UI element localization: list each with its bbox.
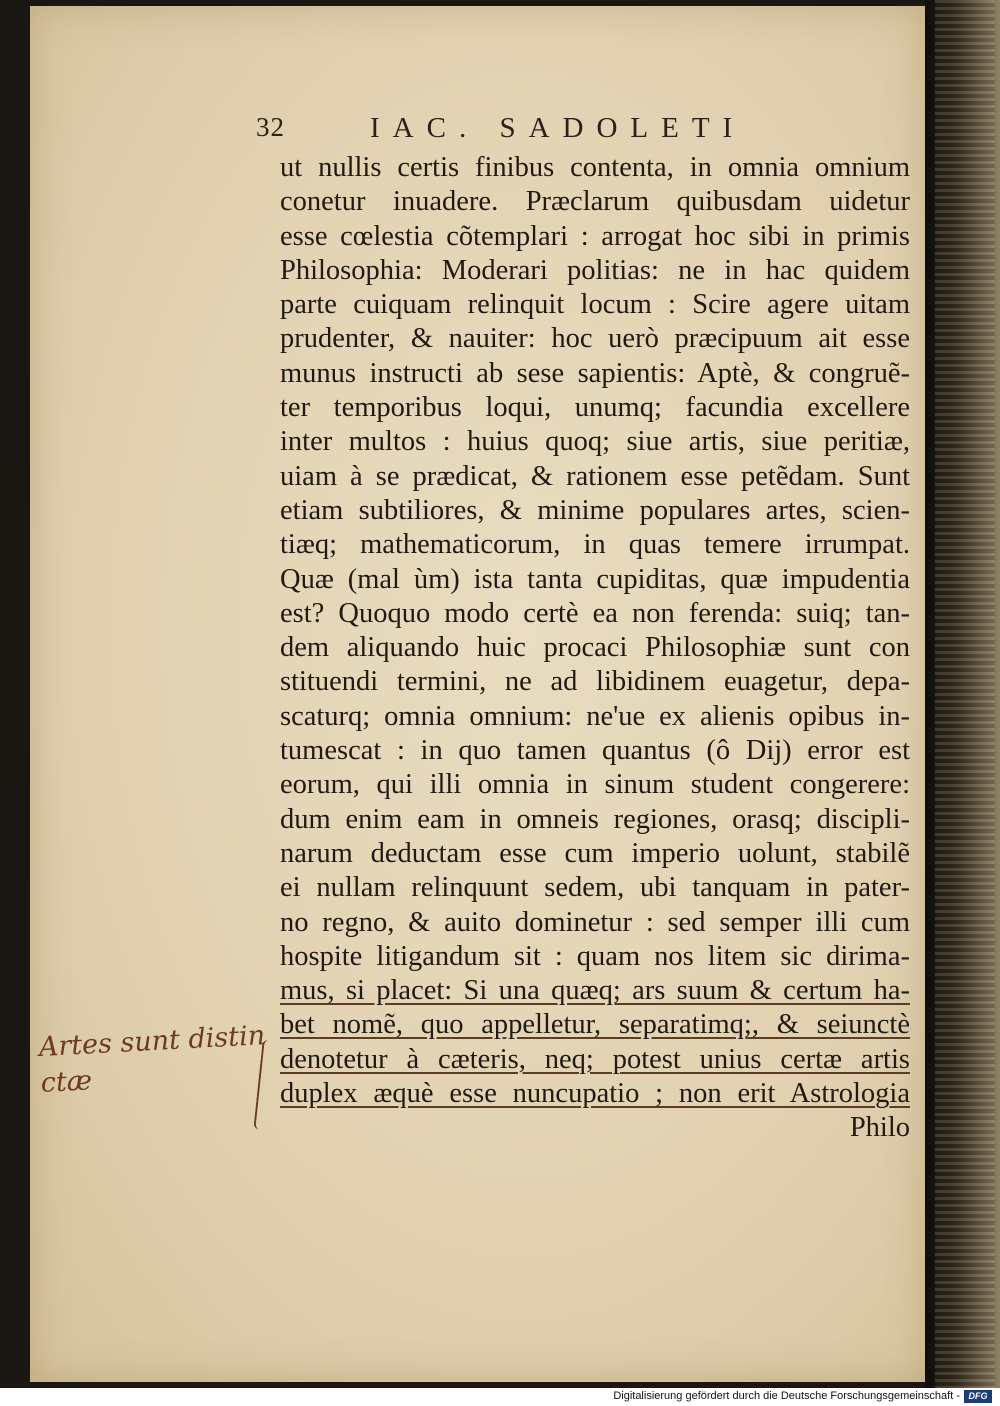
text-line: stituendi termini, ne ad libidinem euagetur, depa-	[280, 666, 910, 698]
marginal-annotation	[38, 1018, 276, 1102]
text-line: prudenter, & nauiter: hoc uerò præcipuum ait esse	[280, 323, 910, 355]
text-line: esse cœlestia cõtemplari : arrogat hoc sibi in primis	[280, 220, 910, 252]
text-line: conetur inuadere. Præclarum quibusdam uidetur	[280, 186, 910, 218]
annotation-line: ctæ	[39, 1065, 93, 1099]
page-header	[256, 112, 836, 152]
catchword: Philo	[849, 1112, 910, 1144]
text-line: munus instructi ab sese sapientis: Aptè, & congruẽ-	[280, 357, 910, 389]
text-line: ei nullam relinquunt sedem, ubi tanquam in pater-	[280, 872, 910, 904]
text-line: inter multos : huius quoq; siue artis, siue peritiæ,	[280, 426, 910, 458]
text-line: parte cuiquam relinquit locum : Scire agere uitam	[280, 289, 910, 321]
text-line: dem aliquando huic procaci Philosophiæ sunt con	[280, 632, 910, 664]
book-spine-edge	[925, 0, 1000, 1388]
page-number: 32	[256, 112, 285, 142]
funding-credit: Digitalisierung gefördert durch die Deutsche Forschungsgemeinschaft -	[613, 1390, 960, 1402]
underlined-text-line: bet nomẽ, quo appelletur, separatimq;, & seiunctè	[280, 1009, 910, 1041]
text-line: uiam à se prædicat, & rationem esse petẽdam. Sunt	[280, 460, 910, 492]
text-line: narum deductam esse cum imperio uolunt, stabilẽ	[280, 837, 910, 869]
text-line: dum enim eam in omneis regiones, orasq; discipli-	[280, 803, 910, 835]
underlined-text-line: mus, si placet: Si una quæq; ars suum & certum ha-	[280, 975, 910, 1007]
text-line: tumescat : in quo tamen quantus (ô Dij) error est	[280, 735, 910, 767]
dfg-logo-icon: DFG	[964, 1390, 992, 1403]
text-line: Philosophia: Moderari politias: ne in hac quidem	[280, 254, 910, 286]
text-line: Quæ (mal ùm) ista tanta cupiditas, quæ impudentia	[280, 563, 910, 595]
body-text	[280, 151, 910, 1146]
text-line: no regno, & auito dominetur : sed semper illi cum	[280, 906, 910, 938]
text-line: etiam subtiliores, & minime populares artes, scien-	[280, 494, 910, 526]
text-line: ter temporibus loqui, unumq; facundia excellere	[280, 392, 910, 424]
underlined-text-line: duplex æquè esse nuncupatio ; non erit Astrologia	[280, 1078, 910, 1110]
text-line: est? Quoquo modo certè ea non ferenda: suiq; tan-	[280, 597, 910, 629]
underlined-text-line: denotetur à cæteris, neq; potest unius certæ artis	[280, 1043, 910, 1075]
text-line: eorum, qui illi omnia in sinum student congerere:	[280, 769, 910, 801]
text-line: scaturq; omnia omnium: ne'ue ex alienis opibus in-	[280, 700, 910, 732]
text-line: hospite litigandum sit : quam nos litem sic dirima-	[280, 940, 910, 972]
annotation-line: Artes sunt distin	[38, 1020, 266, 1063]
page-edge-strip	[935, 0, 995, 1388]
running-title: IAC. SADOLETI	[370, 112, 746, 144]
text-line: ut nullis certis finibus contenta, in omnia omnium	[280, 152, 910, 183]
text-line: tiæq; mathematicorum, in quas temere irrumpat.	[280, 529, 910, 561]
footer-bar	[0, 1388, 1000, 1406]
